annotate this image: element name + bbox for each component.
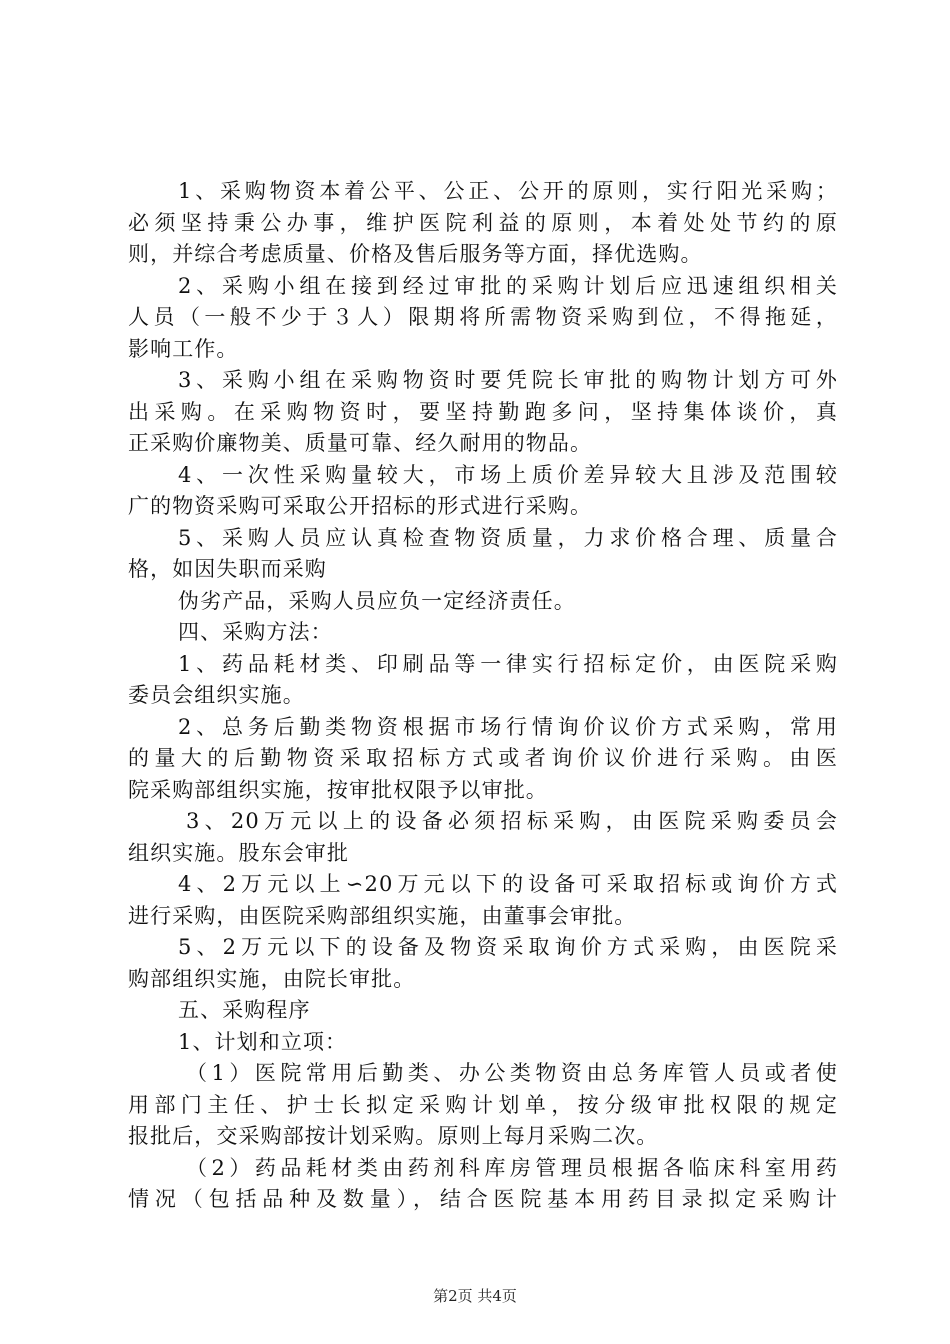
text-line: 人员（一般不少于３人）限期将所需物资采购到位，不得拖延， xyxy=(128,305,838,329)
text-line: 进行采购，由医院采购部组织实施，由董事会审批。 xyxy=(128,903,637,928)
text-line: 出采购。在采购物资时，要坚持勤跑多问，坚持集体谈价，真 xyxy=(128,399,838,424)
text-line: 报批后，交采购部按计划采购。原则上每月采购二次。 xyxy=(128,1124,659,1148)
section-heading: 四、采购方法： xyxy=(178,620,333,644)
text-line: 组织实施。股东会审批 xyxy=(128,840,349,865)
text-line: 2、采购小组在接到经过审批的采购计划后应迅速组织相关 xyxy=(178,273,838,298)
text-line: 3、采购小组在采购物资时要凭院长审批的购物计划方可外 xyxy=(178,368,838,392)
page-number-footer: 第2页 共4页 xyxy=(433,1287,517,1305)
text-line: 5、采购人员应认真检查物资质量，力求价格合理、质量合 xyxy=(178,525,838,550)
text-line: 4、一次性采购量较大，市场上质价差异较大且涉及范围较 xyxy=(178,462,838,487)
text-line: 情况（包括品种及数量），结合医院基本用药目录拟定采购计 xyxy=(128,1187,838,1211)
text-line: 2、总务后勤类物资根据市场行情询价议价方式采购，常用 xyxy=(178,714,838,739)
text-line: 必须坚持秉公办事，维护医院利益的原则，本着处处节约的原 xyxy=(128,210,838,235)
text-line: 4、2万元以上∽20万元以下的设备可采取招标或询价方式 xyxy=(178,872,838,896)
section-heading: 五、采购程序 xyxy=(178,998,311,1022)
text-line: 院采购部组织实施，按审批权限予以审批。 xyxy=(128,777,548,802)
text-line: 委员会组织实施。 xyxy=(128,683,305,707)
text-line: 1、采购物资本着公平、公正、公开的原则，实行阳光采购； xyxy=(178,179,838,203)
text-line: 则，并综合考虑质量、价格及售后服务等方面，择优选购。 xyxy=(128,242,703,266)
text-line: 影响工作。 xyxy=(128,336,239,361)
text-line: 伪劣产品，采购人员应负一定经济责任。 xyxy=(178,588,576,613)
text-line: 购部组织实施，由院长审批。 xyxy=(128,966,416,991)
text-line: 正采购价廉物美、质量可靠、经久耐用的物品。 xyxy=(128,431,593,455)
text-line: 用部门主任、护士长拟定采购计划单，按分级审批权限的规定 xyxy=(128,1092,838,1117)
text-line: 格，如因失职而采购 xyxy=(128,557,327,581)
text-line: 的量大的后勤物资采取招标方式或者询价议价进行采购。由医 xyxy=(128,746,838,770)
text-line: （2）药品耗材类由药剂科库房管理员根据各临床科室用药 xyxy=(186,1155,838,1180)
text-line: 3、20万元以上的设备必须招标采购，由医院采购委员会 xyxy=(186,809,838,833)
text-line: 5、2万元以下的设备及物资采取询价方式采购，由医院采 xyxy=(178,935,838,959)
subsection-heading: 1、计划和立项： xyxy=(178,1029,348,1054)
document-body xyxy=(128,176,838,1216)
text-line: （1）医院常用后勤类、办公类物资由总务库管人员或者使 xyxy=(186,1061,838,1085)
text-line: 广的物资采购可采取公开招标的形式进行采购。 xyxy=(128,494,593,518)
text-line: 1、药品耗材类、印刷品等一律实行招标定价，由医院采购 xyxy=(178,651,838,676)
